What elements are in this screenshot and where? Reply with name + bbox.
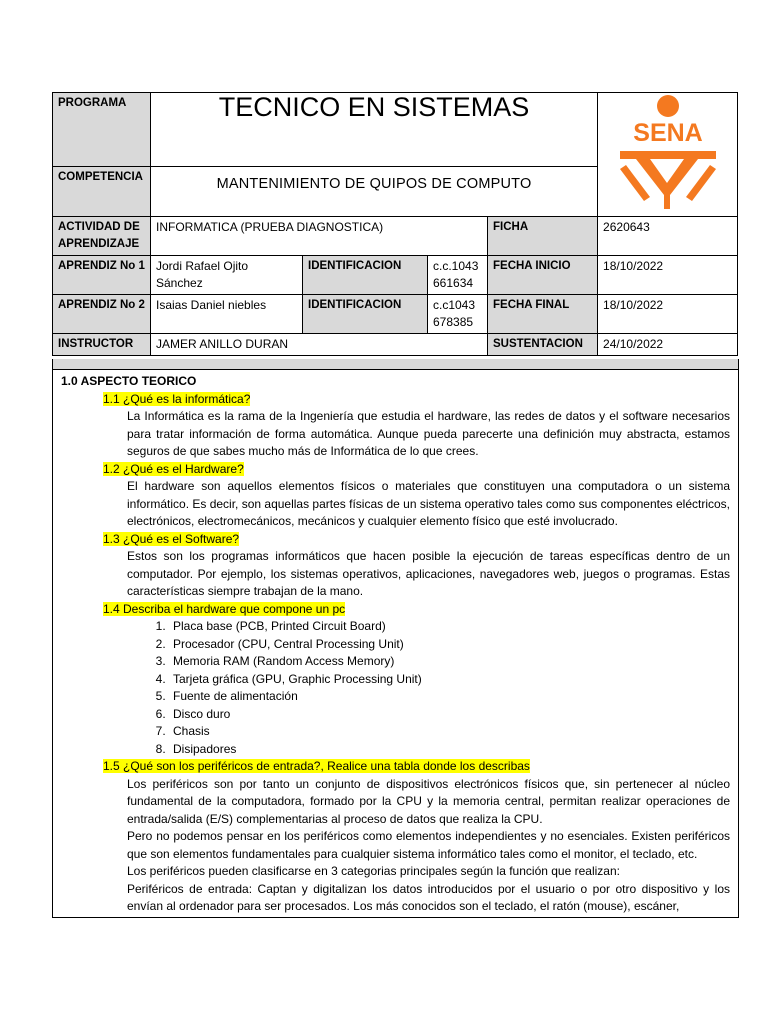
answer-5-p3: Los periféricos pueden clasificarse en 3 categorias principales según la función que realizan:	[127, 864, 620, 878]
question-2	[103, 461, 730, 479]
list-item: 8. Disipadores	[169, 741, 730, 759]
question-5-text: 1.5 ¿Qué son los periféricos de entrada?, Realice una tabla donde los describas	[103, 759, 530, 773]
question-3	[103, 531, 730, 549]
fecha-inicio-label: FECHA INICIO	[488, 256, 598, 295]
aprendiz1-value: Jordi Rafael Ojito Sánchez	[151, 256, 303, 295]
identificacion1-label: IDENTIFICACION	[303, 256, 428, 295]
actividad-label: ACTIVIDAD DE APRENDIZAJE	[53, 217, 151, 256]
hardware-list	[149, 618, 730, 758]
sena-logo	[598, 93, 738, 217]
id1-value: c.c.1043 661634	[428, 256, 488, 295]
list-item: 2. Procesador (CPU, Central Processing Unit)	[169, 636, 730, 654]
sena-logo-icon	[606, 93, 730, 211]
sustentacion-label: SUSTENTACION	[488, 334, 598, 356]
answer-5-p1: Los periféricos son por tanto un conjunto de dispositivos electrónicos físicos que, sin pertenecer al núcleo fundamental de la computadora, formado por la CPU y la memoria central, permitan realizar operaciones de entrada/salida (E/S) complementarias al proceso de datos que realiza la CPU.	[127, 776, 730, 826]
section-title: 1.0 ASPECTO TEORICO	[61, 374, 197, 388]
answer-2: El hardware son aquellos elementos físicos o materiales que constituyen una computadora o un sistema informático. Es decir, son aquellas partes físicas de un sistema operativo tales como sus componentes eléctricos, electrónicos, electromecánicos, mecánicos y cualquier elemento físico que esté involucrado.	[127, 479, 730, 528]
list-item: 1. Placa base (PCB, Printed Circuit Board)	[169, 618, 730, 636]
id2-value: c.c1043 678385	[428, 295, 488, 334]
question-2-text: 1.2 ¿Qué es el Hardware?	[103, 461, 244, 476]
identificacion2-label: IDENTIFICACION	[303, 295, 428, 334]
question-1	[103, 391, 730, 409]
fecha-final-label: FECHA FINAL	[488, 295, 598, 334]
answer-3: Estos son los programas informáticos que hacen posible la ejecución de tareas específicas dentro de un computador. Por ejemplo, los sistemas operativos, aplicaciones, navegadores web, juegos o programas. Estas características siempre trabajan de la mano.	[127, 549, 730, 598]
fecha-final-value: 18/10/2022	[598, 295, 738, 334]
competencia-title: MANTENIMIENTO DE QUIPOS DE COMPUTO	[151, 166, 598, 216]
list-item: 5. Fuente de alimentación	[169, 688, 730, 706]
header-table	[52, 92, 738, 356]
header-table-wrapper	[52, 92, 737, 356]
content-body	[53, 370, 738, 916]
answer-5-p2: Pero no podemos pensar en los periféricos como elementos independientes y no esenciales. Existen periféricos que son elementos fundamentales para cualquier sistema informático tales como el monitor, el teclado, etc.	[127, 829, 730, 861]
actividad-value: INFORMATICA (PRUEBA DIAGNOSTICA)	[151, 217, 488, 256]
instructor-label: INSTRUCTOR	[53, 334, 151, 356]
sena-logo-text: SENA	[632, 119, 703, 147]
question-4	[103, 601, 730, 619]
programa-label: PROGRAMA	[53, 93, 151, 167]
programa-title: TECNICO EN SISTEMAS	[151, 93, 598, 167]
list-item: 7. Chasis	[169, 723, 730, 741]
sustentacion-value: 24/10/2022	[598, 334, 738, 356]
question-1-text: 1.1 ¿Qué es la informática?	[103, 391, 251, 406]
question-3-text: 1.3 ¿Qué es el Software?	[103, 531, 240, 546]
aprendiz1-label: APRENDIZ No 1	[53, 256, 151, 295]
question-4-text: 1.4 Describa el hardware que compone un pc	[103, 601, 346, 616]
list-item: 6. Disco duro	[169, 706, 730, 724]
content-section	[52, 359, 739, 918]
list-item: 3. Memoria RAM (Random Access Memory)	[169, 653, 730, 671]
answer-1: La Informática es la rama de la Ingeniería que estudia el hardware, las redes de datos y el software necesarios para tratar información de forma automática. Aunque pueda parecerte una definición muy abstracta, estamos seguros de que sabes mucho más de Informática de lo que crees.	[127, 409, 730, 458]
answer-5-p4: Periféricos de entrada: Captan y digitalizan los datos introducidos por el usuario o por otro dispositivo y los envían al ordenador para ser procesados. Los más conocidos son el teclado, el ratón (mouse), escáner,	[127, 881, 730, 913]
aprendiz2-label: APRENDIZ No 2	[53, 295, 151, 334]
aprendiz2-value: Isaias Daniel niebles	[151, 295, 303, 334]
fecha-inicio-value: 18/10/2022	[598, 256, 738, 295]
competencia-label: COMPETENCIA	[53, 166, 151, 216]
ficha-value: 2620643	[598, 217, 738, 256]
list-item: 4. Tarjeta gráfica (GPU, Graphic Processing Unit)	[169, 671, 730, 689]
question-5	[103, 758, 730, 776]
instructor-value: JAMER ANILLO DURAN	[151, 334, 488, 356]
ficha-label: FICHA	[488, 217, 598, 256]
gray-separator	[53, 359, 738, 370]
